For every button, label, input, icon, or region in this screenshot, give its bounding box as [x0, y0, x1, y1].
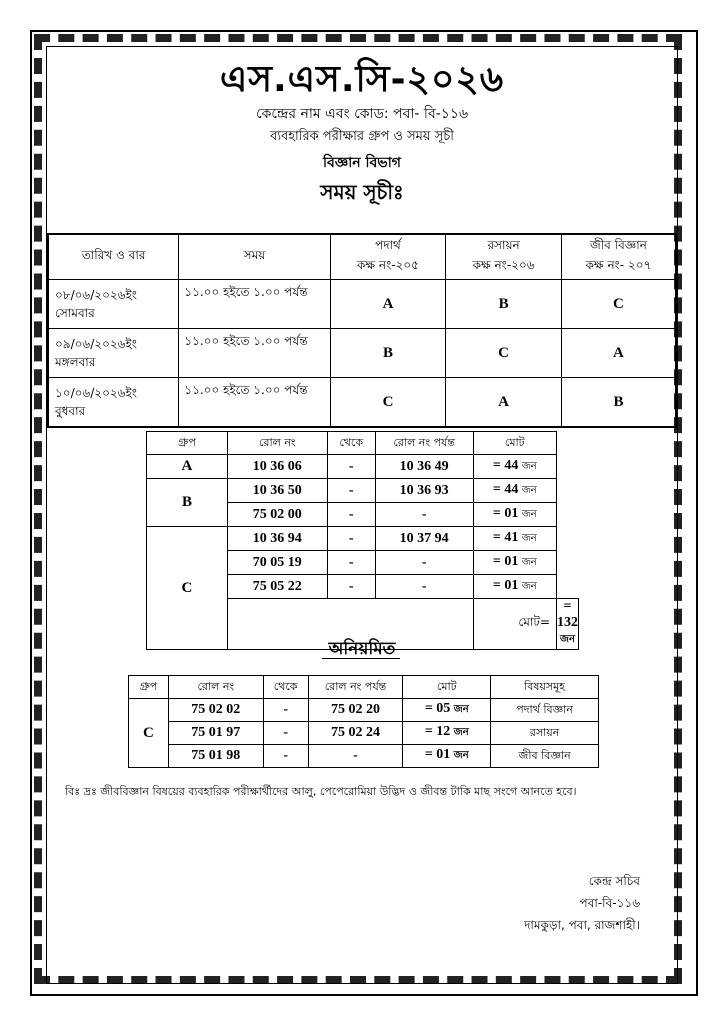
irregular-row [129, 745, 599, 768]
total-value: = 05 [424, 701, 451, 716]
total-cell [473, 527, 556, 551]
from-cell: - [327, 503, 375, 527]
irregular-header-row [129, 676, 599, 699]
subject-cell: জীব বিজ্ঞান [491, 745, 599, 768]
biology-room: কক্ষ নং- ২০৭ [585, 258, 652, 272]
irregular-row [129, 722, 599, 745]
unit-label: জন [521, 532, 537, 544]
unit-label: জন [453, 750, 469, 761]
total-cell [473, 479, 556, 503]
roll-cell: 75 01 98 [168, 745, 263, 768]
schedule-header-row [48, 234, 676, 280]
to-cell: 75 02 24 [308, 722, 403, 745]
total-cell [473, 575, 556, 599]
sum-label: মোট= [473, 599, 556, 650]
physics-group-cell: B [330, 329, 446, 378]
unit-label: জন [521, 508, 537, 520]
date: ০৯/০৬/২০২৬ইং [55, 337, 137, 351]
to-cell: - [375, 503, 473, 527]
to-cell: - [308, 745, 403, 768]
irregular-table [128, 675, 599, 768]
total-value: = 01 [492, 577, 519, 593]
roll-row [147, 527, 579, 551]
schedule-subtitle: ব্যবহারিক পরীক্ষার গ্রুপ ও সময় সূচী [269, 129, 455, 144]
from-header: থেকে [263, 676, 308, 699]
signature-code: পবা-বি-১১৬ [579, 896, 640, 910]
total-value: = 44 [492, 481, 519, 497]
total-cell [403, 745, 491, 768]
from-header: থেকে [327, 432, 375, 455]
group-header: গ্রুপ [147, 432, 228, 455]
total-header: মোট [473, 432, 556, 455]
roll-cell: 75 02 00 [227, 503, 327, 527]
total-value: = 44 [492, 457, 519, 473]
physics-header [330, 234, 446, 280]
sum-total-value: = 132 [557, 599, 578, 630]
unit-label: জন [453, 727, 469, 738]
time-cell: ১১.০০ হইতে ১.০০ পর্যন্ত [179, 329, 330, 378]
chemistry-room: কক্ষ নং-২০৬ [472, 258, 535, 272]
to-header: রোল নং পর্যন্ত [375, 432, 473, 455]
physics-group-cell: C [330, 378, 446, 428]
from-cell: - [327, 575, 375, 599]
unit-label: জন [521, 460, 537, 472]
total-value: = 12 [424, 724, 451, 739]
chemistry-group-cell: C [446, 329, 562, 378]
biology-group-cell: A [561, 329, 676, 378]
physics-group-cell: A [330, 280, 446, 329]
to-cell: 75 02 20 [308, 699, 403, 722]
roll-cell: 75 01 97 [168, 722, 263, 745]
chemistry-group-cell: B [446, 280, 562, 329]
date-day-cell [48, 329, 179, 378]
department-label: বিজ্ঞান বিভাগ [323, 155, 401, 171]
from-cell: - [327, 551, 375, 575]
signature-block [0, 870, 640, 936]
from-cell: - [263, 699, 308, 722]
roll-cell: 10 36 94 [227, 527, 327, 551]
total-value: = 01 [424, 747, 451, 762]
roll-header: রোল নং [168, 676, 263, 699]
roll-cell: 70 05 19 [227, 551, 327, 575]
total-cell [473, 455, 556, 479]
unit-label: জন [521, 580, 537, 592]
unit-label: জন [521, 484, 537, 496]
to-cell: - [375, 575, 473, 599]
total-header: মোট [403, 676, 491, 699]
physics-subject: পদার্থ [375, 238, 401, 252]
biology-group-cell: B [561, 378, 676, 428]
irregular-heading: অনিয়মিত [328, 639, 396, 659]
group-cell: A [147, 455, 228, 479]
signature-title: কেন্দ্র সচিব [588, 874, 640, 888]
roll-cell: 10 36 50 [227, 479, 327, 503]
time-header: সময় [179, 234, 330, 280]
exam-title: এস.এস.সি-২০২৬ [219, 59, 505, 100]
date-day-header: তারিখ ও বার [48, 234, 179, 280]
from-cell: - [263, 745, 308, 768]
roll-row [147, 479, 579, 503]
physics-room: কক্ষ নং-২০৫ [356, 258, 419, 272]
total-cell [403, 722, 491, 745]
roll-table [146, 431, 579, 650]
time-cell: ১১.০০ হইতে ১.০০ পর্যন্ত [179, 378, 330, 428]
irregular-row [129, 699, 599, 722]
time-cell: ১১.০০ হইতে ১.০০ পর্যন্ত [179, 280, 330, 329]
total-cell [473, 551, 556, 575]
signature-address: দামকুড়া, পবা, রাজশাহী। [524, 918, 640, 932]
group-cell: C [147, 527, 228, 650]
from-cell: - [327, 479, 375, 503]
day: সোমবার [55, 306, 95, 320]
day: বুধবার [55, 404, 86, 418]
to-cell: - [375, 551, 473, 575]
day: মঙ্গলবার [55, 355, 96, 369]
schedule-heading: সময় সূচীঃ [320, 180, 404, 204]
group-header: গ্রুপ [129, 676, 169, 699]
total-cell [473, 503, 556, 527]
to-cell: 10 36 93 [375, 479, 473, 503]
total-cell [403, 699, 491, 722]
unit-label: জন [521, 556, 537, 568]
roll-header: রোল নং [227, 432, 327, 455]
to-cell: 10 36 49 [375, 455, 473, 479]
schedule-row [48, 329, 676, 378]
biology-header [561, 234, 676, 280]
biology-subject: জীব বিজ্ঞান [589, 238, 647, 252]
unit-label: জন [453, 704, 469, 715]
roll-row [147, 455, 579, 479]
chemistry-subject: রসায়ন [487, 238, 520, 252]
subjects-header: বিষয়সমূহ [491, 676, 599, 699]
schedule-row [48, 378, 676, 428]
date-day-cell [48, 378, 179, 428]
sum-unit-label: জন [560, 634, 575, 645]
center-name-code: কেন্দ্রের নাম এবং কোড: পবা- বি-১১৬ [255, 106, 469, 122]
total-value: = 41 [492, 529, 519, 545]
to-header: রোল নং পর্যন্ত [308, 676, 403, 699]
from-cell: - [327, 527, 375, 551]
group-cell: B [147, 479, 228, 527]
from-cell: - [263, 722, 308, 745]
date: ১০/০৬/২০২৬ইং [55, 386, 137, 400]
to-cell: 10 37 94 [375, 527, 473, 551]
footnote: বিঃ দ্রঃ জীববিজ্ঞান বিষয়ের ব্যবহারিক পরীক্ষার্থীদের আলু, পেপেরোমিয়া উদ্ভিদ ও জীবন্ত টাকি মাছ সংগে আনতে হবে। [65, 785, 577, 798]
total-value: = 01 [492, 553, 519, 569]
total-value: = 01 [492, 505, 519, 521]
schedule-table [47, 233, 677, 428]
irregular-heading-underline [322, 658, 400, 659]
roll-cell: 75 02 02 [168, 699, 263, 722]
chemistry-header [446, 234, 562, 280]
schedule-row [48, 280, 676, 329]
biology-group-cell: C [561, 280, 676, 329]
subject-cell: রসায়ন [491, 722, 599, 745]
roll-header-row [147, 432, 579, 455]
date: ০৮/০৬/২০২৬ইং [55, 288, 137, 302]
from-cell: - [327, 455, 375, 479]
date-day-cell [48, 280, 179, 329]
roll-cell: 10 36 06 [227, 455, 327, 479]
subject-cell: পদার্থ বিজ্ঞান [491, 699, 599, 722]
group-cell: C [129, 699, 169, 768]
chemistry-group-cell: A [446, 378, 562, 428]
roll-cell: 75 05 22 [227, 575, 327, 599]
